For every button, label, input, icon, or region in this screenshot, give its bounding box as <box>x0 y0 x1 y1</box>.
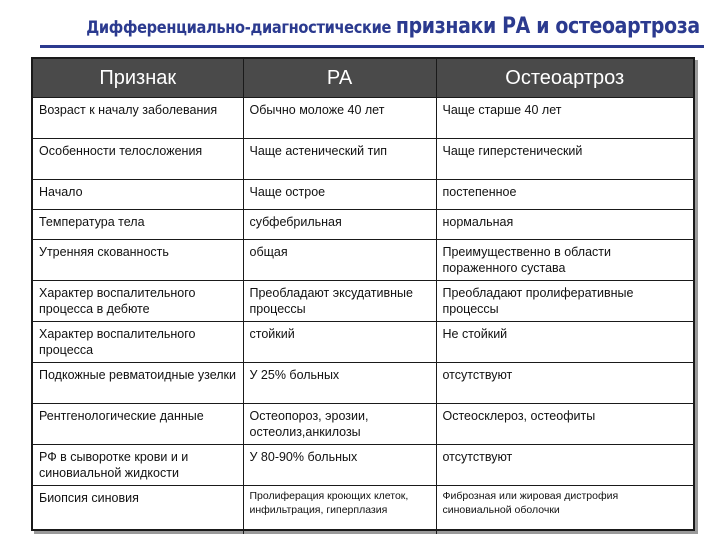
cell-oa: отсутствуют <box>436 363 693 404</box>
cell-oa: Остеосклероз, остеофиты <box>436 404 693 445</box>
cell-ra: стойкий <box>243 322 436 363</box>
page-title <box>86 14 700 39</box>
cell-sign: Особенности телосложения <box>33 139 243 180</box>
cell-ra: Пролиферация кроющих клеток, инфильтрация, гиперплазия <box>243 486 436 534</box>
header-ra: РА <box>243 59 436 98</box>
cell-ra: общая <box>243 240 436 281</box>
comparison-table <box>33 59 693 534</box>
cell-ra: субфебрильная <box>243 210 436 240</box>
cell-oa: Чаще гиперстенический <box>436 139 693 180</box>
cell-sign: Рентгенологические данные <box>33 404 243 445</box>
cell-ra: Чаще астенический тип <box>243 139 436 180</box>
cell-sign: Начало <box>33 180 243 210</box>
cell-oa: Преимущественно в области пораженного сустава <box>436 240 693 281</box>
title-part-1: Дифференциально-диагностические <box>86 18 396 38</box>
cell-sign: Характер воспалительного процесса <box>33 322 243 363</box>
table-row <box>33 240 693 281</box>
table-row <box>33 180 693 210</box>
cell-ra: У 80-90% больных <box>243 445 436 486</box>
table-row <box>33 363 693 404</box>
title-part-2: признаки РА и остеоартроза <box>395 14 700 39</box>
table-row <box>33 322 693 363</box>
comparison-table-container <box>31 57 695 531</box>
table-row <box>33 139 693 180</box>
table-row <box>33 445 693 486</box>
cell-sign: Утренняя скованность <box>33 240 243 281</box>
cell-sign: РФ в сыворотке крови и и синовиальной жидкости <box>33 445 243 486</box>
cell-oa: Преобладают пролиферативные процессы <box>436 281 693 322</box>
table-row <box>33 404 693 445</box>
cell-ra: Обычно моложе 40 лет <box>243 98 436 139</box>
cell-oa: нормальная <box>436 210 693 240</box>
cell-oa: отсутствуют <box>436 445 693 486</box>
table-row <box>33 98 693 139</box>
cell-sign: Характер воспалительного процесса в дебюте <box>33 281 243 322</box>
table-row <box>33 281 693 322</box>
cell-ra: У 25% больных <box>243 363 436 404</box>
cell-ra: Чаще острое <box>243 180 436 210</box>
table-row <box>33 210 693 240</box>
cell-sign: Биопсия синовия <box>33 486 243 534</box>
cell-sign: Подкожные ревматоидные узелки <box>33 363 243 404</box>
header-sign: Признак <box>33 59 243 98</box>
table-row <box>33 486 693 534</box>
cell-sign: Возраст к началу заболевания <box>33 98 243 139</box>
cell-oa: Не стойкий <box>436 322 693 363</box>
cell-oa: постепенное <box>436 180 693 210</box>
cell-oa: Фиброзная или жировая дистрофия синовиальной оболочки <box>436 486 693 534</box>
title-underline <box>40 45 704 48</box>
table-header-row <box>33 59 693 98</box>
cell-ra: Преобладают эксудативные процессы <box>243 281 436 322</box>
cell-ra: Остеопороз, эрозии, остеолиз,анкилозы <box>243 404 436 445</box>
cell-oa: Чаще старше 40 лет <box>436 98 693 139</box>
header-osteoarthritis: Остеоартроз <box>436 59 693 98</box>
cell-sign: Температура тела <box>33 210 243 240</box>
